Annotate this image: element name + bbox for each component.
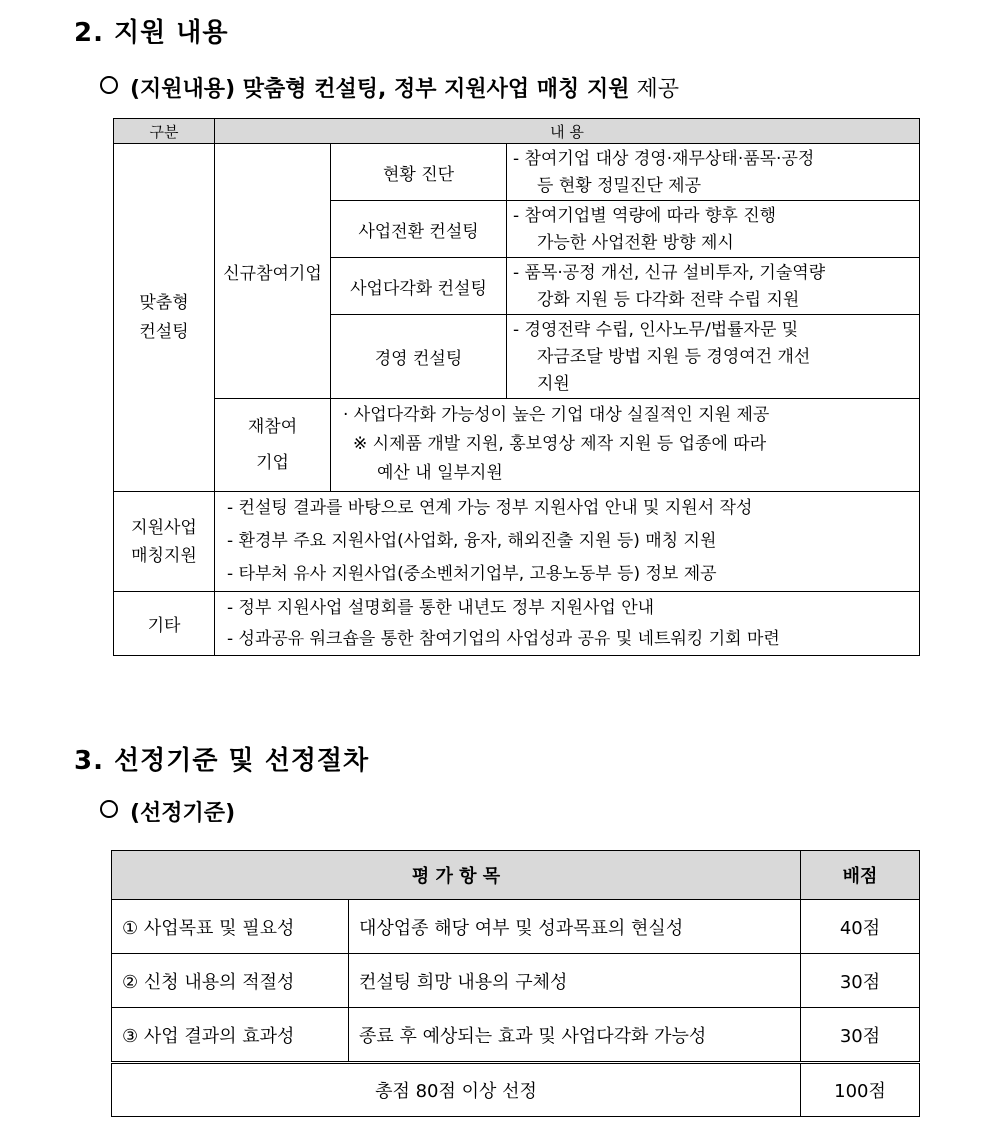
list-item: - 정부 지원사업 설명회를 통한 내년도 정부 지원사업 안내: [227, 597, 655, 618]
table-row: [112, 1008, 920, 1063]
etc-items: [215, 592, 920, 656]
re-company-label: 재참여 기업: [215, 399, 331, 492]
detail-cell: 컨설팅 희망 내용의 구체성: [349, 954, 801, 1008]
subheading-bold-text: (선정기준): [130, 801, 236, 826]
detail-cell: 종료 후 예상되는 효과 및 사업다각화 가능성: [349, 1008, 801, 1063]
section3-heading: 3. 선정기준 및 선정절차: [74, 746, 370, 776]
detail-business-conversion: - 참여기업별 역량에 따라 향후 진행 가능한 사업전환 방향 제시: [507, 201, 920, 258]
detail-diversification: - 품목·공정 개선, 신규 설비투자, 기술역량 강화 지원 등 다각화 전략 수립 지원: [507, 258, 920, 315]
item-diversification: 사업다각화 컨설팅: [331, 258, 507, 315]
item-business-conversion: 사업전환 컨설팅: [331, 201, 507, 258]
circle-bullet-icon: [100, 800, 118, 818]
new-company-label: 신규참여기업: [215, 144, 331, 399]
total-row: [112, 1063, 920, 1117]
detail-diagnosis: - 참여기업 대상 경영·재무상태·품목·공정 등 현황 정밀진단 제공: [507, 144, 920, 201]
header-category: 구분: [114, 119, 215, 144]
custom-consulting-label: 맞춤형 컨설팅: [114, 144, 215, 492]
total-label: 총점 80점 이상 선정: [112, 1063, 801, 1117]
total-score: 100점: [801, 1063, 920, 1117]
etc-label: 기타: [114, 592, 215, 656]
section2-subheading: [100, 72, 679, 103]
subheading-bold-text: (지원내용) 맞춤형 컨설팅, 정부 지원사업 매칭 지원: [130, 77, 630, 102]
list-item: - 컨설팅 결과를 바탕으로 연계 가능 정부 지원사업 안내 및 지원서 작성: [227, 498, 753, 518]
list-item: - 타부처 유사 지원사업(중소벤처기업부, 고용노동부 등) 정보 제공: [227, 564, 717, 584]
score-cell: 30점: [801, 1008, 920, 1063]
item-diagnosis: 현황 진단: [331, 144, 507, 201]
subheading-plain-text: 제공: [636, 77, 679, 102]
list-item: - 환경부 주요 지원사업(사업화, 융자, 해외진출 지원 등) 매칭 지원: [227, 531, 717, 551]
detail-management: - 경영전략 수립, 인사노무/법률자문 및 자금조달 방법 지원 등 경영여건 개선 지원: [507, 315, 920, 399]
matching-label: 지원사업 매칭지원: [114, 492, 215, 592]
circle-bullet-icon: [100, 76, 118, 94]
item-management: 경영 컨설팅: [331, 315, 507, 399]
list-item: - 성과공유 워크숍을 통한 참여기업의 사업성과 공유 및 네트워킹 기회 마련: [227, 628, 780, 649]
detail-cell: 대상업종 해당 여부 및 성과목표의 현실성: [349, 900, 801, 954]
score-cell: 30점: [801, 954, 920, 1008]
re-company-detail: · 사업다각화 가능성이 높은 기업 대상 실질적인 지원 제공 ※ 시제품 개발 지원, 홍보영상 제작 지원 등 업종에 따라 예산 내 일부지원: [331, 399, 920, 492]
header-evaluation-item: 평 가 항 목: [112, 851, 801, 900]
table-row: [112, 900, 920, 954]
section3-subheading: [100, 796, 235, 827]
table-row: [112, 954, 920, 1008]
criterion-cell: ③ 사업 결과의 효과성: [112, 1008, 349, 1063]
matching-items: [215, 492, 920, 592]
criterion-cell: ② 신청 내용의 적절성: [112, 954, 349, 1008]
header-score: 배점: [801, 851, 920, 900]
score-cell: 40점: [801, 900, 920, 954]
section2-heading: 2. 지원 내용: [74, 18, 229, 48]
selection-criteria-table: [111, 850, 920, 1117]
support-content-table: [113, 118, 920, 656]
criterion-cell: ① 사업목표 및 필요성: [112, 900, 349, 954]
header-content: 내 용: [215, 119, 920, 144]
